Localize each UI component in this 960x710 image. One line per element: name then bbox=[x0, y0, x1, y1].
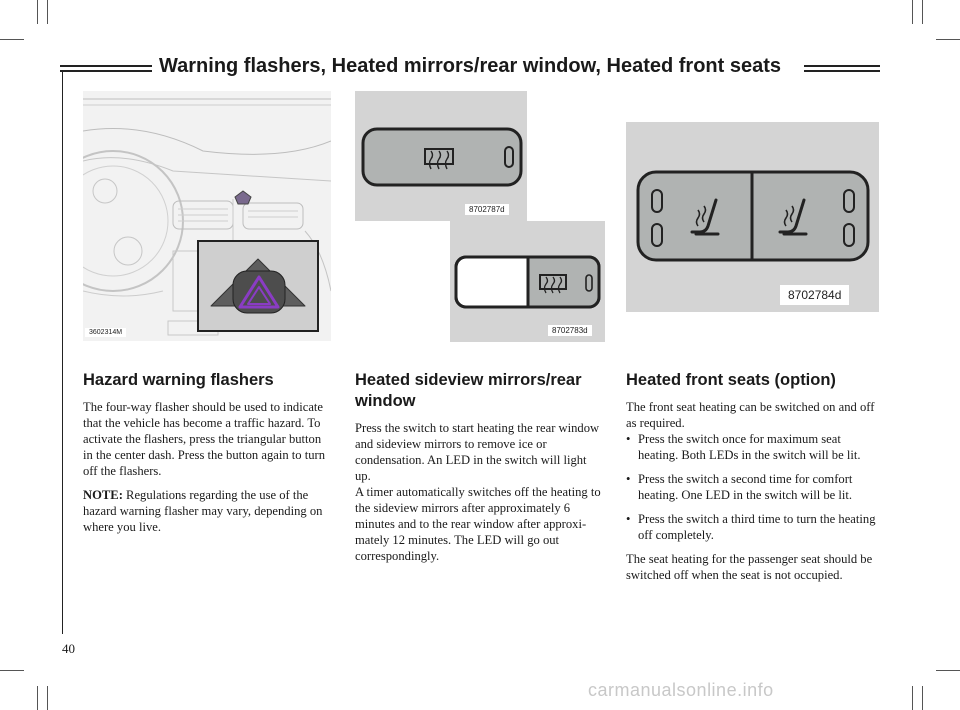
mirror-switch-figure-top bbox=[355, 91, 527, 221]
crop-mark bbox=[47, 0, 48, 24]
rear-defrost-switch-illustration bbox=[355, 91, 527, 221]
header-rule-right bbox=[804, 65, 880, 72]
crop-mark bbox=[936, 670, 960, 671]
seat-heating-switch-illustration bbox=[626, 122, 879, 312]
dashboard-illustration bbox=[83, 91, 331, 341]
hazard-body: The four-way flasher should be used to indicate that the vehicle has become a traffic hazard. To activate the flashers, press the triangular button in the center dash. Press the button again to turn off the flashers. bbox=[83, 400, 326, 478]
hazard-figure bbox=[83, 91, 331, 341]
hazard-section bbox=[83, 370, 333, 543]
page-header bbox=[60, 55, 880, 85]
mirrors-para-2: A timer automatically switches off the heating to the sideview mirrors after approximately 6 minutes and to the rear window after approxi-mately 12 minutes. The LED will go out correspondingly. bbox=[355, 485, 601, 563]
watermark: carmanualsonline.info bbox=[588, 680, 774, 700]
hazard-note bbox=[83, 487, 333, 535]
seats-bullet: • Press the switch a third time to turn the heating off completely. bbox=[626, 511, 876, 543]
figure-code: 8702787d bbox=[465, 204, 509, 215]
header-rule-left bbox=[60, 65, 152, 72]
seats-intro: The front seat heating can be switched on and off as required. bbox=[626, 400, 875, 430]
note-label: NOTE: bbox=[83, 488, 123, 502]
seats-bullet: • Press the switch once for maximum seat heating. Both LEDs in the switch will be lit. bbox=[626, 431, 876, 463]
crop-mark bbox=[936, 39, 960, 40]
seats-bullet: • Press the switch a second time for comfort heating. One LED in the switch will be lit. bbox=[626, 471, 876, 503]
mirrors-para-1: Press the switch to start heating the rear window and sideview mirrors to remove ice or condensation. An LED in the switch will light up. bbox=[355, 421, 600, 483]
crop-mark bbox=[47, 686, 48, 710]
hazard-heading: Hazard warning flashers bbox=[83, 371, 274, 389]
figure-code: 8702784d bbox=[780, 285, 849, 305]
crop-mark bbox=[37, 0, 38, 24]
page-title: Warning flashers, Heated mirrors/rear window, Heated front seats bbox=[159, 55, 782, 77]
note-text: Regulations regarding the use of the hazard warning flasher may vary, depending on where you live. bbox=[83, 488, 323, 534]
page-number: 40 bbox=[62, 641, 75, 656]
mirrors-section bbox=[355, 370, 605, 572]
figure-code: 3602314M bbox=[85, 328, 126, 337]
margin-rule bbox=[62, 72, 63, 634]
crop-mark bbox=[912, 686, 913, 710]
crop-mark bbox=[37, 686, 38, 710]
mirror-switch-panel-illustration bbox=[450, 221, 605, 342]
crop-mark bbox=[922, 686, 923, 710]
seats-outro: The seat heating for the passenger seat should be switched off when the seat is not occupied. bbox=[626, 552, 873, 582]
seats-heading: Heated front seats (option) bbox=[626, 371, 836, 389]
crop-mark bbox=[922, 0, 923, 24]
crop-mark bbox=[912, 0, 913, 24]
mirrors-heading: Heated sideview mirrors/rear window bbox=[355, 371, 582, 410]
crop-mark bbox=[0, 39, 24, 40]
crop-mark bbox=[0, 670, 24, 671]
figure-code: 8702783d bbox=[548, 325, 592, 336]
seat-heating-figure bbox=[626, 122, 879, 312]
seats-section bbox=[626, 370, 876, 583]
mirror-switch-figure-bottom bbox=[450, 221, 605, 342]
